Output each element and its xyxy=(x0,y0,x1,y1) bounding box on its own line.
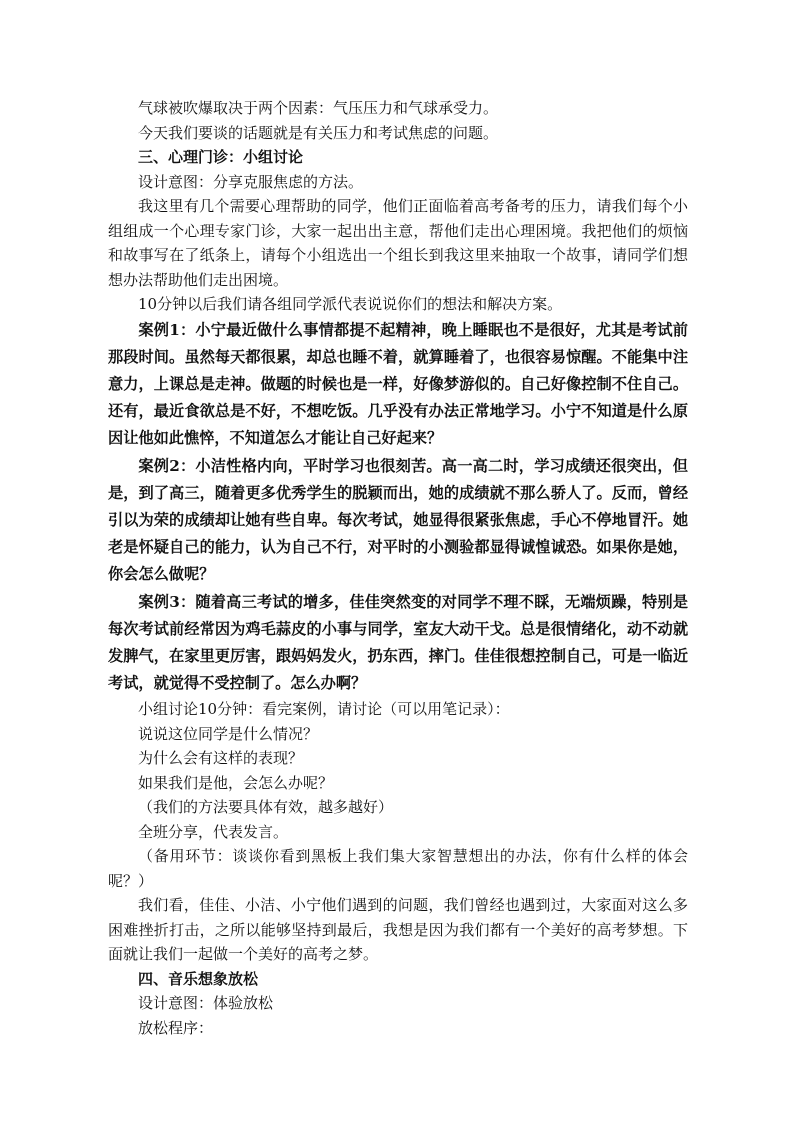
paragraph: 小组讨论10分钟：看完案例，请讨论（可以用笔记录）： xyxy=(138,700,510,719)
document-body xyxy=(108,96,688,1040)
paragraph: 设计意图：体验放松 xyxy=(138,994,274,1013)
paragraph: 气球被吹爆取决于两个因素：气压压力和气球承受力。 xyxy=(138,99,499,117)
case-paragraph: 案例3：随着高三考试的增多，佳佳突然变的对同学不理不睬，无端烦躁，特别是每次考试前经常因为鸡毛蒜皮的小事与同学，室友大动干戈。总是很情绪化，动不动就发脾气，在家里更厉害，跟妈妈发火，扔东西，摔门。佳佳很想控制自己，可是一临近考试，就觉得不受控制了。怎么办啊？ xyxy=(108,592,688,693)
section-heading: 三、心理门诊：小组讨论 xyxy=(138,148,304,166)
section-heading: 四、音乐想象放松 xyxy=(138,969,259,988)
paragraph: 今天我们要谈的话题就是有关压力和考试焦虑的问题。 xyxy=(138,123,499,142)
case-paragraph: 案例1：小宁最近做什么事情都提不起精神，晚上睡眠也不是很好，尤其是考试前那段时间。虽然每天都很累，却总也睡不着，就算睡着了，也很容易惊醒。不能集中注意力，上课总是走神。做题的时候也是一样，好像梦游似的。自己好像控制不住自己。还有，最近食欲总是不好，不想吃饭。几乎没有办法正常地学习。小宁不知道是什么原因让他如此憔悴，不知道怎么才能让自己好起来？ xyxy=(108,320,688,448)
paragraph: 设计意图：分享克服焦虑的方法。 xyxy=(138,172,364,191)
paragraph: 说说这位同学是什么情况？ xyxy=(138,724,319,743)
paragraph: 我这里有几个需要心理帮助的同学，他们正面临着高考备考的压力，请我们每个小组组成一个心理专家门诊，大家一起出出主意，帮他们走出心理困境。我把他们的烦恼和故事写在了纸条上，请每个小组选出一个组长到我这里来抽取一个故事，请同学们想想办法帮助他们走出困境。 xyxy=(108,197,688,289)
paragraph: 全班分享，代表发言。 xyxy=(138,822,289,841)
paragraph: 如果我们是他，会怎么办呢？ xyxy=(138,773,334,792)
paragraph: 放松程序： xyxy=(138,1018,214,1037)
paragraph: 我们看，佳佳、小洁、小宁他们遇到的问题，我们曾经也遇到过，大家面对这么多困难挫折打击，之所以能够坚持到最后，我想是因为我们都有一个美好的高考梦想。下面就让我们一起做一个美好的高考之梦。 xyxy=(108,896,688,964)
paragraph: （我们的方法要具体有效，越多越好） xyxy=(138,798,394,817)
paragraph: 10分钟以后我们请各组同学派代表说说你们的想法和解决方案。 xyxy=(138,295,563,313)
paragraph: （备用环节：谈谈你看到黑板上我们集大家智慧想出的办法，你有什么样的体会呢？） xyxy=(108,847,688,890)
paragraph: 为什么会有这样的表现？ xyxy=(138,749,304,768)
case-paragraph: 案例2：小洁性格内向，平时学习也很刻苦。高一高二时，学习成绩还很突出，但是，到了高三，随着更多优秀学生的脱颖而出，她的成绩就不那么骄人了。反而，曾经引以为荣的成绩却让她有些自卑。每次考试，她显得很紧张焦虑，手心不停地冒汗。她老是怀疑自己的能力，认为自己不行，对平时的小测验都显得诚惶诚恐。如果你是她，你会怎么做呢？ xyxy=(108,456,688,584)
